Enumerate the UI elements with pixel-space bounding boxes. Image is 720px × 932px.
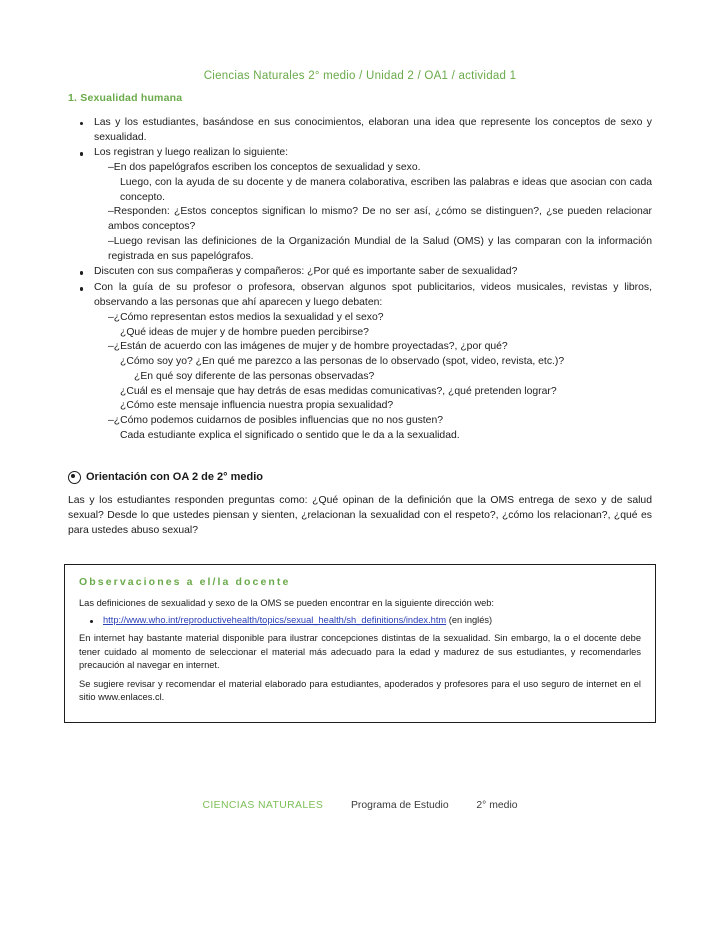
observations-link-item (79, 615, 641, 625)
orientation-title (68, 470, 652, 486)
observations-title: Observaciones a el/la docente (79, 575, 291, 588)
sub-item: ¿Cuál es el mensaje que hay detrás de esas medidas comunicativas?, ¿qué pretenden lograr? (120, 385, 557, 397)
list-item (68, 116, 652, 146)
sub-item: –Luego revisan las definiciones de la Organización Mundial de la Salud (OMS) y las comparan con la información registrada en sus papelógrafos. (108, 235, 652, 262)
link-language-note: (en inglés) (448, 615, 493, 626)
footer-brand: CIENCIAS NATURALES (202, 800, 324, 811)
page-footer (0, 800, 720, 811)
bullet-text: Las y los estudiantes, basándose en sus conocimientos, elaboran una idea que represente los conceptos de sexo y sexualidad. (94, 116, 652, 143)
sub-item: ¿Qué ideas de mujer y de hombre pueden percibirse? (120, 326, 369, 338)
sub-item: Cada estudiante explica el significado o sentido que le da a la sexualidad. (120, 429, 460, 441)
orientation-title-text: Orientación con OA 2 de 2° medio (86, 470, 263, 483)
bullet-text: Con la guía de su profesor o profesora, observan algunos spot publicitarios, videos musicales, revistas y libros, observando a las personas que ahí aparecen y luego debaten: (94, 282, 652, 308)
footer-level: 2° medio (476, 800, 518, 811)
list-item (68, 265, 652, 280)
sub-item: ¿En qué soy diferente de las personas observadas? (134, 370, 375, 382)
sub-item: –¿Cómo representan estos medios la sexualidad y el sexo? (108, 311, 384, 323)
sub-item: –¿Cómo podemos cuidarnos de posibles influencias que no nos gusten? (108, 415, 444, 427)
observations-intro: Las definiciones de sexualidad y sexo de la OMS se pueden encontrar en la siguiente dirección web: (79, 597, 495, 608)
bullet-text: Discuten con sus compañeras y compañeros: ¿Por qué es importante saber de sexualidad? (94, 266, 518, 278)
sub-item: –En dos papelógrafos escriben los conceptos de sexualidad y sexo. (108, 162, 421, 174)
registered-mark-icon (68, 471, 81, 484)
sub-item: –¿Están de acuerdo con las imágenes de mujer y de hombre proyectadas?, ¿por qué? (108, 341, 508, 353)
orientation-body: Las y los estudiantes responden preguntas como: ¿Qué opinan de la definición que la OMS entrega de sexo y de salud sexual? Desde lo que ustedes piensan y sienten, ¿relacionan la sexualidad con el respeto?, ¿cómo los relacionan?, ¿qué es para ustedes abuso sexual? (68, 494, 652, 536)
bullet-text: Los registran y luego realizan lo siguiente: (94, 147, 289, 159)
observations-paragraph: Se sugiere revisar y recomendar el material elaborado para estudiantes, apoderados y profesores para el uso seguro de internet en el sitio www.enlaces.cl. (79, 678, 641, 703)
who-definitions-link[interactable]: http://www.who.int/reproductivehealth/topics/sexual_health/sh_definitions/index.htm (103, 615, 447, 626)
orientation-block (68, 470, 652, 538)
list-item (68, 146, 652, 264)
sub-item: Luego, con la ayuda de su docente y de manera colaborativa, escriben las palabras e ideas que asocian con cada concepto. (120, 176, 652, 203)
sub-item: ¿Cómo este mensaje influencia nuestra propia sexualidad? (120, 400, 394, 412)
list-item (68, 281, 652, 443)
sub-item: ¿Cómo soy yo? ¿En qué me parezco a las personas de lo observado (spot, video, revista, etc.)? (120, 356, 565, 368)
footer-program: Programa de Estudio (351, 800, 449, 811)
teacher-observations-box (64, 564, 656, 723)
section-title: 1. Sexualidad humana (68, 91, 183, 104)
activity-bullet-list (68, 116, 652, 444)
observations-paragraph: En internet hay bastante material disponible para ilustrar concepciones distintas de la sexualidad. Sin embargo, la o el docente debe tener cuidado al momento de seleccionar el material más adecuado para la edad y madurez de sus estudiantes, y recomendarles precaución al navegar en internet. (79, 633, 641, 671)
sub-item: –Responden: ¿Estos conceptos significan lo mismo? De no ser así, ¿cómo se distinguen?, ¿se pueden relacionar ambos conceptos? (108, 206, 652, 233)
document-header: Ciencias Naturales 2° medio / Unidad 2 / OA1 / actividad 1 (203, 70, 517, 82)
activity-content (68, 116, 652, 444)
